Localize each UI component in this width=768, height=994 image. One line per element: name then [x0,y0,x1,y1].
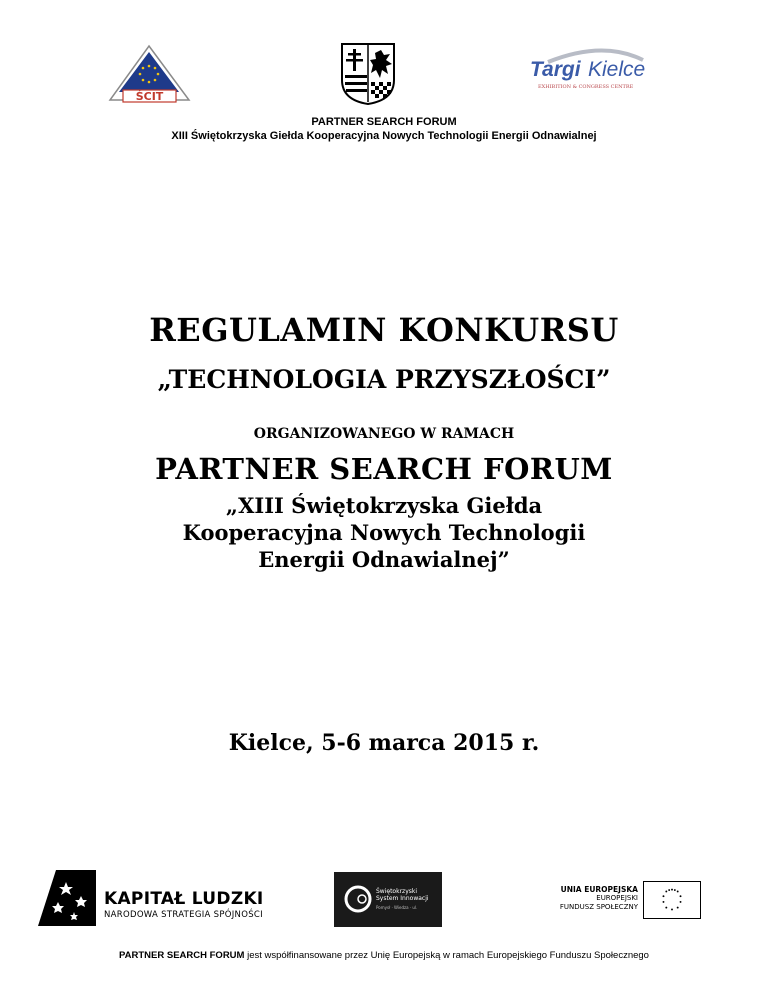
event-name-line-3: Energii Odnawialnej” [258,547,510,572]
coat-of-arms-icon [340,42,396,106]
kapital-ludzki-title: KAPITAŁ LUDZKI [104,889,264,909]
eu-fund-text [556,885,638,912]
place-and-date: Kielce, 5-6 marca 2015 r. [228,730,540,756]
scit-logo [107,44,192,104]
targi-kielce-logo [528,46,668,96]
forum-title: PARTNER SEARCH FORUM [155,452,613,486]
targi-sub-text: EXHIBITION & CONGRESS CENTRE [538,84,634,90]
ssi-emblem-icon [344,885,372,913]
contest-name: „TECHNOLOGIA PRZYSZŁOŚCI” [157,365,611,394]
header-forum-name: PARTNER SEARCH FORUM [311,116,457,128]
eu-line-1: EUROPEJSKI [596,894,638,902]
document-title: REGULAMIN KONKURSU [149,311,619,349]
targi-brand-text: Targi [530,58,581,81]
event-name-line-2: Kooperacyjna Nowych Technologii [182,520,586,545]
targi-city-text: Kielce [588,58,646,81]
ssi-tagline: Pomysł · Wiedza · ul. [376,905,418,910]
ssi-name: Świętokrzyski System Innowacji [376,888,429,902]
ssi-logo [334,872,442,927]
eu-title: UNIA EUROPEJSKA [560,885,638,894]
footer-cofinancing-text: jest współfinansowane przez Unię Europejską w ramach Europejskiego Funduszu Społecznego [244,950,649,961]
event-name-line-1: „XIII Świętokrzyska Giełda [225,493,543,518]
kapital-ludzki-subtitle: NARODOWA STRATEGIA SPÓJNOŚCI [104,910,263,920]
header-event-name: XIII Świętokrzyska Giełda Kooperacyjna Nowych Technologii Energii Odnawialnej [171,130,597,142]
footer-forum-name: PARTNER SEARCH FORUM [119,950,245,961]
organized-within-label: ORGANIZOWANEGO W RAMACH [253,426,515,442]
eu-line-2: FUNDUSZ SPOŁECZNY [559,903,638,911]
eu-flag-icon [643,881,701,919]
event-full-name [0,492,768,573]
footer-cofinancing-note [0,950,768,961]
scit-text: ŚCIT [135,90,164,103]
